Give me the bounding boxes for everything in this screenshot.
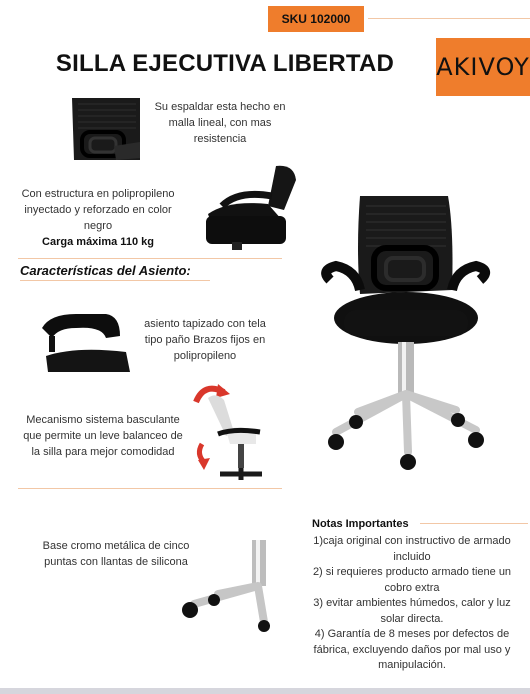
footer-bar [0, 688, 530, 694]
structure-text: Con estructura en polipropileno inyectado y reforzado en color negro [21, 188, 175, 232]
mechanism-image [190, 380, 280, 484]
notes-list [300, 534, 524, 674]
notes-title: Notas Importantes [312, 518, 409, 530]
backrest-text: Su espaldar esta hecho en malla lineal, con mas resistencia [154, 101, 286, 145]
mechanism-text: Mecanismo sistema basculante que permite un leve balanceo de la silla para mejor comodidad [23, 414, 183, 458]
base-image [178, 538, 278, 632]
header-divider [368, 18, 530, 19]
max-load-text: Carga máxima 110 kg [42, 236, 154, 248]
seat-text: asiento tapizado con tela tipo paño Brazos fijos en polipropileno [144, 318, 266, 362]
note-item: 4) Garantía de 8 meses por defectos de fábrica, excluyendo daños por mal uso y manipulación. [313, 628, 511, 671]
main-chair-image [316, 190, 496, 476]
bottom-divider-left [18, 488, 282, 489]
note-item: 1)caja original con instructivo de armado incluido [313, 535, 511, 563]
section-divider [18, 258, 282, 259]
backrest-image [52, 94, 142, 166]
structure-image [198, 160, 302, 250]
notes-divider [420, 523, 528, 524]
armrest-image [36, 306, 132, 376]
section-underline [20, 280, 210, 281]
note-item: 2) si requieres producto armado tiene un cobro extra [312, 566, 512, 594]
base-text: Base cromo metálica de cinco puntas con llantas de silicona [42, 540, 190, 568]
sku-badge: SKU 102000 [268, 6, 364, 32]
page-title: SILLA EJECUTIVA LIBERTAD [55, 50, 395, 77]
note-item: 3) evitar ambientes húmedos, calor y luz solar directa. [313, 597, 511, 625]
brand-logo: AKIVOY [436, 38, 530, 96]
seat-section-title: Características del Asiento: [20, 263, 191, 278]
